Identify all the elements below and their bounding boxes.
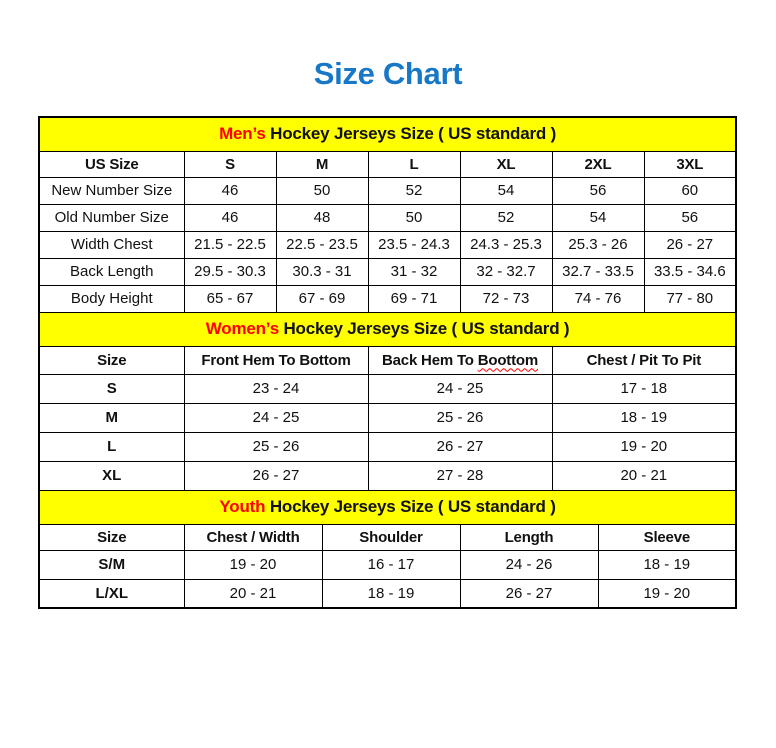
table-cell: 67 - 69 (276, 285, 368, 312)
table-row (39, 461, 736, 490)
column-header: Chest / Width (184, 524, 322, 550)
table-cell: 50 (368, 204, 460, 231)
table-cell: 18 - 19 (322, 579, 460, 608)
row-label: New Number Size (39, 177, 184, 204)
table-cell: 24 - 25 (368, 374, 552, 403)
page (0, 56, 776, 748)
table-cell: 30.3 - 31 (276, 258, 368, 285)
mens-header-row (39, 151, 736, 177)
table-row (39, 432, 736, 461)
table-cell: 46 (184, 204, 276, 231)
column-header: Size (39, 346, 184, 374)
youth-header-row (39, 524, 736, 550)
row-label: L/XL (39, 579, 184, 608)
table-row (39, 258, 736, 285)
table-cell: 20 - 21 (552, 461, 736, 490)
table-cell: 52 (368, 177, 460, 204)
table-cell: 27 - 28 (368, 461, 552, 490)
row-label: XL (39, 461, 184, 490)
youth-band-row (39, 490, 736, 524)
column-header: S (184, 151, 276, 177)
section-title-text: Hockey Jerseys Size ( US standard ) (265, 124, 557, 144)
column-header: Shoulder (322, 524, 460, 550)
table-cell: 18 - 19 (552, 403, 736, 432)
column-header: Front Hem To Bottom (184, 346, 368, 374)
row-label: Back Length (39, 258, 184, 285)
section-title-text: Hockey Jerseys Size ( US standard ) (265, 497, 556, 516)
table-cell: 56 (552, 177, 644, 204)
womens-band-row (39, 312, 736, 346)
section-name-highlight: Women’s (205, 319, 279, 338)
mens-band-row (39, 117, 736, 151)
table-cell: 20 - 21 (184, 579, 322, 608)
table-cell: 26 - 27 (184, 461, 368, 490)
table-cell: 24 - 26 (460, 550, 598, 579)
table-row (39, 579, 736, 608)
table-cell: 29.5 - 30.3 (184, 258, 276, 285)
column-header: XL (460, 151, 552, 177)
row-label: Body Height (39, 285, 184, 312)
table-cell: 48 (276, 204, 368, 231)
page-title: Size Chart (313, 56, 463, 91)
table-cell: 33.5 - 34.6 (644, 258, 736, 285)
table-cell: 54 (460, 177, 552, 204)
table-cell: 22.5 - 23.5 (276, 231, 368, 258)
mens-section-header (39, 117, 736, 151)
table-cell: 56 (644, 204, 736, 231)
table-cell: 19 - 20 (552, 432, 736, 461)
table-cell: 65 - 67 (184, 285, 276, 312)
size-chart-table (38, 116, 737, 609)
table-cell: 74 - 76 (552, 285, 644, 312)
size-chart-body (39, 117, 736, 608)
table-row (39, 231, 736, 258)
table-cell: 21.5 - 22.5 (184, 231, 276, 258)
womens-header-row (39, 346, 736, 374)
table-cell: 18 - 19 (598, 550, 736, 579)
row-label: S (39, 374, 184, 403)
table-cell: 26 - 27 (460, 579, 598, 608)
youth-section-header (39, 490, 736, 524)
column-header: Chest / Pit To Pit (552, 346, 736, 374)
column-header: M (276, 151, 368, 177)
row-label: L (39, 432, 184, 461)
column-header: L (368, 151, 460, 177)
table-cell: 77 - 80 (644, 285, 736, 312)
table-row (39, 204, 736, 231)
table-row (39, 550, 736, 579)
table-cell: 19 - 20 (598, 579, 736, 608)
table-cell: 72 - 73 (460, 285, 552, 312)
table-cell: 52 (460, 204, 552, 231)
table-cell: 46 (184, 177, 276, 204)
column-header: Length (460, 524, 598, 550)
table-cell: 60 (644, 177, 736, 204)
table-row (39, 285, 736, 312)
table-cell: 31 - 32 (368, 258, 460, 285)
table-cell: 26 - 27 (368, 432, 552, 461)
table-row (39, 374, 736, 403)
column-header (368, 346, 552, 374)
column-header: 3XL (644, 151, 736, 177)
table-cell: 25 - 26 (184, 432, 368, 461)
table-cell: 25.3 - 26 (552, 231, 644, 258)
table-cell: 26 - 27 (644, 231, 736, 258)
column-header: Sleeve (598, 524, 736, 550)
column-header: 2XL (552, 151, 644, 177)
section-title-text: Hockey Jerseys Size ( US standard ) (278, 319, 570, 338)
section-name-highlight: Youth (219, 497, 266, 516)
table-cell: 17 - 18 (552, 374, 736, 403)
column-header: US Size (39, 151, 184, 177)
table-cell: 24 - 25 (184, 403, 368, 432)
table-cell: 16 - 17 (322, 550, 460, 579)
table-cell: 23.5 - 24.3 (368, 231, 460, 258)
table-cell: 32.7 - 33.5 (552, 258, 644, 285)
table-cell: 19 - 20 (184, 550, 322, 579)
table-row (39, 403, 736, 432)
row-label: Old Number Size (39, 204, 184, 231)
table-cell: 54 (552, 204, 644, 231)
section-name-highlight: Men’s (219, 124, 266, 144)
row-label: S/M (39, 550, 184, 579)
row-label: Width Chest (39, 231, 184, 258)
table-cell: 69 - 71 (368, 285, 460, 312)
row-label: M (39, 403, 184, 432)
table-cell: 24.3 - 25.3 (460, 231, 552, 258)
table-row (39, 177, 736, 204)
column-header: Size (39, 524, 184, 550)
womens-section-header (39, 312, 736, 346)
table-cell: 25 - 26 (368, 403, 552, 432)
table-cell: 23 - 24 (184, 374, 368, 403)
column-header-text: Back Hem To (382, 351, 478, 369)
misspelled-word: Boottom (477, 351, 538, 369)
table-cell: 32 - 32.7 (460, 258, 552, 285)
table-cell: 50 (276, 177, 368, 204)
